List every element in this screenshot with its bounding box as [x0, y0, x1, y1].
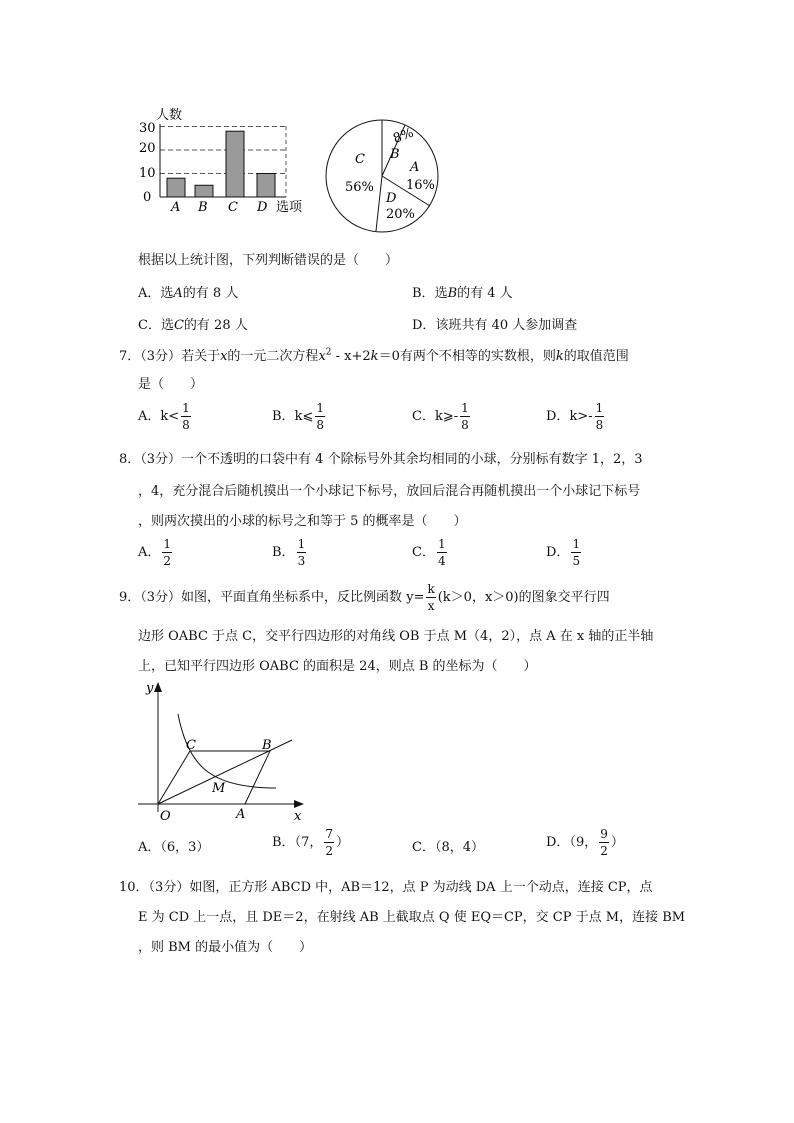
- q9-option-d-post: ）: [610, 835, 624, 850]
- q7-option-c-num: 1: [461, 401, 469, 415]
- q7-option-b[interactable]: [272, 402, 327, 431]
- q7-option-d[interactable]: [546, 402, 606, 431]
- q9-label-x: x: [294, 809, 302, 824]
- bar-chart-xtick-b: B: [198, 200, 208, 215]
- pie-label-b: B: [390, 147, 400, 162]
- q9-line2: 边形 OABC 于点 C，交平行四边形的对角线 OB 于点 M（4，2），点 A 在 x 轴的正半轴: [138, 629, 654, 644]
- bar-chart: [120, 98, 320, 220]
- q9-option-b-pre: （7，: [294, 835, 323, 850]
- q7-text-3: 有两个不相等的实数根，则: [399, 349, 556, 364]
- q9-f-num: k: [427, 582, 435, 596]
- q9-label-a: A: [236, 807, 246, 822]
- q8-option-a-num: 1: [163, 537, 172, 551]
- q8-number: 8．: [119, 452, 141, 467]
- bar-chart-ytick-10: 10: [139, 166, 156, 181]
- q10-line3: ，则 BM 的最小值为（ ）: [138, 940, 313, 955]
- q7-eq-x: x: [318, 349, 326, 364]
- q7-var-x: x: [220, 349, 228, 364]
- q10-number: 10．: [119, 880, 149, 895]
- q9-figure: [138, 676, 318, 826]
- q7-option-a-expr: k<: [160, 409, 180, 424]
- q9-option-c-letter: C．: [412, 840, 435, 855]
- q9-option-b-fraction: [324, 828, 334, 857]
- q9-y-arrow: [154, 682, 162, 692]
- q9-option-a[interactable]: [138, 836, 209, 855]
- q7-line2: 是（ ）: [138, 377, 204, 392]
- bar-chart-ytick-20: 20: [139, 141, 156, 156]
- q7-option-b-den: 8: [316, 418, 324, 432]
- q8-option-a-fraction: [162, 538, 172, 567]
- q9-line3: 上，已知平行四边形 OABC 的面积是 24，则点 B 的坐标为（ ）: [138, 659, 537, 674]
- bar-chart-xtick-a: A: [171, 200, 181, 215]
- q7-option-c-letter: C．: [412, 409, 435, 424]
- q8-option-a-letter: A．: [138, 545, 161, 560]
- q9-text-2: 的图象交平行四: [518, 590, 610, 605]
- pie-chart: [318, 118, 448, 238]
- q8-line2: ，4，充分混合后随机摸出一个小球记下标号，放回后混合再随机摸出一个小球记下标号: [138, 484, 641, 499]
- q9-label-c: C: [186, 738, 196, 753]
- q9-option-d-fraction: [599, 828, 609, 857]
- q8-line1-text: （3分）一个不透明的口袋中有 4 个除标号外其余均相同的小球，分别标有数字 1，2，3: [140, 452, 643, 467]
- q6-option-a-letter: A．: [138, 286, 161, 301]
- q9-option-c-text: （8，4）: [434, 840, 484, 855]
- q9-option-d-num: 9: [600, 827, 608, 841]
- q7-option-d-fraction: [595, 402, 605, 431]
- q6-option-b-var: B: [447, 286, 458, 301]
- q8-option-b-num: 1: [297, 537, 306, 551]
- q6-option-a[interactable]: [138, 282, 238, 301]
- q6-option-b-post: 的有 4 人: [457, 286, 513, 301]
- bar-c: [226, 131, 244, 197]
- q9-label-m: M: [212, 781, 226, 796]
- q7-line1: [119, 345, 629, 364]
- q9-option-d-pre: （9，: [569, 835, 598, 850]
- q9-condition: (k＞0，x＞0): [437, 590, 519, 605]
- q8-option-c-fraction: [437, 538, 447, 567]
- q9-option-d-den: 2: [600, 844, 608, 858]
- q7-option-b-num: 1: [316, 401, 324, 415]
- q6-option-b-letter: B．: [412, 286, 435, 301]
- bar-a: [167, 178, 185, 197]
- bar-chart-ylabel: 人数: [156, 108, 183, 123]
- q6-option-c-pre: 选: [160, 318, 174, 333]
- q9-text-1: （3分）如图，平面直角坐标系中，反比例函数: [140, 590, 407, 605]
- q8-option-d[interactable]: [546, 538, 583, 567]
- bar-chart-xlabel: 选项: [276, 200, 303, 215]
- q9-label-y: y: [146, 681, 154, 696]
- q8-option-c-num: 1: [437, 537, 446, 551]
- q7-text-1: 若关于: [181, 349, 221, 364]
- q6-option-c-letter: C．: [138, 318, 161, 333]
- q9-option-c[interactable]: [412, 836, 484, 855]
- q6-stem: 根据以上统计图，下列判断错误的是（ ）: [138, 253, 399, 268]
- q7-option-a[interactable]: [138, 402, 193, 431]
- q7-eq-k: k: [370, 349, 379, 364]
- q7-option-a-fraction: [181, 402, 191, 431]
- bar-chart-ytick-30: 30: [139, 121, 156, 136]
- q9-option-a-letter: A．: [138, 840, 161, 855]
- q7-option-a-letter: A．: [138, 409, 161, 424]
- q9-option-b-den: 2: [325, 844, 333, 858]
- pie-label-d-value: 20%: [386, 207, 415, 222]
- q9-option-d[interactable]: [546, 828, 624, 857]
- q7-option-d-den: 8: [595, 418, 604, 432]
- q7-option-b-letter: B．: [272, 409, 295, 424]
- q9-function-fraction: [426, 583, 435, 612]
- q7-eq-end: ＝0: [378, 349, 400, 364]
- q6-option-d-letter: D．: [412, 318, 436, 333]
- q8-option-c[interactable]: [412, 538, 449, 567]
- pie-label-a: A: [410, 160, 420, 175]
- q10-line1-text: （3分）如图，正方形 ABCD 中，AB＝12，点 P 为动线 DA 上一个动点，连接 CP，点: [148, 880, 653, 895]
- pie-label-b-value: 8%: [391, 125, 416, 147]
- q9-option-b-num: 7: [325, 827, 333, 841]
- pie-label-c-value: 56%: [345, 180, 374, 195]
- q7-option-b-fraction: [315, 402, 325, 431]
- q7-var-k: k: [555, 349, 564, 364]
- q9-option-b[interactable]: [272, 828, 349, 857]
- q7-option-a-num: 1: [182, 401, 190, 415]
- q7-option-c[interactable]: [412, 402, 472, 431]
- bar-b: [195, 185, 213, 197]
- q7-option-d-num: 1: [595, 401, 604, 415]
- q10-line2: E 为 CD 上一点，且 DE＝2，在射线 AB 上截取点 Q 使 EQ＝CP，交 CP 于点 M，连接 BM: [138, 910, 686, 925]
- q6-option-a-post: 的有 8 人: [182, 286, 239, 301]
- q7-option-c-expr: k⩾-: [434, 409, 459, 424]
- q8-option-b-den: 3: [297, 554, 306, 568]
- q8-option-b[interactable]: [272, 538, 308, 567]
- q8-option-a[interactable]: [138, 538, 174, 567]
- q9-option-b-letter: B．: [272, 835, 295, 850]
- q8-line3: ，则两次摸出的小球的标号之和等于 5 的概率是（ ）: [138, 514, 467, 529]
- q9-label-o: O: [160, 809, 171, 824]
- q8-option-d-fraction: [571, 538, 581, 567]
- q7-number: 7．: [119, 349, 141, 364]
- q6-option-b-pre: 选: [434, 286, 448, 301]
- bar-d: [257, 174, 275, 198]
- q9-x-arrow: [294, 800, 304, 808]
- q8-option-b-fraction: [297, 538, 307, 567]
- q8-option-c-letter: C．: [412, 545, 435, 560]
- q9-line1: [119, 583, 610, 612]
- q7-option-a-den: 8: [182, 418, 190, 432]
- q9-option-d-letter: D．: [546, 835, 570, 850]
- q8-option-a-den: 2: [163, 554, 172, 568]
- q7-option-b-expr: k⩽: [294, 409, 314, 424]
- pie-label-a-value: 16%: [406, 178, 435, 193]
- q6-option-d-text: 该班共有 40 人参加调查: [435, 318, 578, 333]
- q7-score: （3分）: [140, 349, 182, 364]
- q7-option-c-fraction: [460, 402, 470, 431]
- q6-option-d[interactable]: [412, 314, 577, 333]
- bar-chart-xtick-d: D: [257, 200, 268, 215]
- q9-label-b: B: [262, 738, 272, 753]
- pie-label-c: C: [355, 152, 365, 167]
- q6-option-b[interactable]: [412, 282, 513, 301]
- q6-option-a-pre: 选: [160, 286, 174, 301]
- q7-option-d-expr: k>-: [569, 409, 593, 424]
- q7-option-c-den: 8: [461, 418, 469, 432]
- q8-option-b-letter: B．: [272, 545, 295, 560]
- q9-y-eq: y=: [406, 590, 425, 605]
- q8-option-d-letter: D．: [546, 545, 570, 560]
- q7-option-d-letter: D．: [546, 409, 570, 424]
- q8-option-d-num: 1: [572, 537, 581, 551]
- q9-f-den: x: [427, 599, 435, 613]
- pie-label-d: D: [386, 191, 397, 206]
- q7-eq-sup: 2: [325, 347, 332, 358]
- q9-option-a-text: （6，3）: [160, 840, 210, 855]
- q8-option-c-den: 4: [437, 554, 446, 568]
- q10-line1: [119, 876, 653, 895]
- q7-text-2: 的一元二次方程: [227, 349, 319, 364]
- q6-option-c[interactable]: [138, 314, 248, 333]
- q9-number: 9．: [119, 590, 141, 605]
- q6-option-c-post: 的有 28 人: [183, 318, 248, 333]
- q7-text-4: 的取值范围: [563, 349, 629, 364]
- q6-option-a-var: A: [173, 286, 183, 301]
- q7-eq-rest: - x+2: [331, 349, 371, 364]
- q6-option-c-var: C: [173, 318, 184, 333]
- q8-option-d-den: 5: [572, 554, 581, 568]
- bar-chart-ytick-0: 0: [143, 190, 152, 205]
- bar-chart-xtick-c: C: [228, 200, 238, 215]
- q9-option-b-post: ）: [335, 835, 349, 850]
- q8-line1: [119, 448, 643, 467]
